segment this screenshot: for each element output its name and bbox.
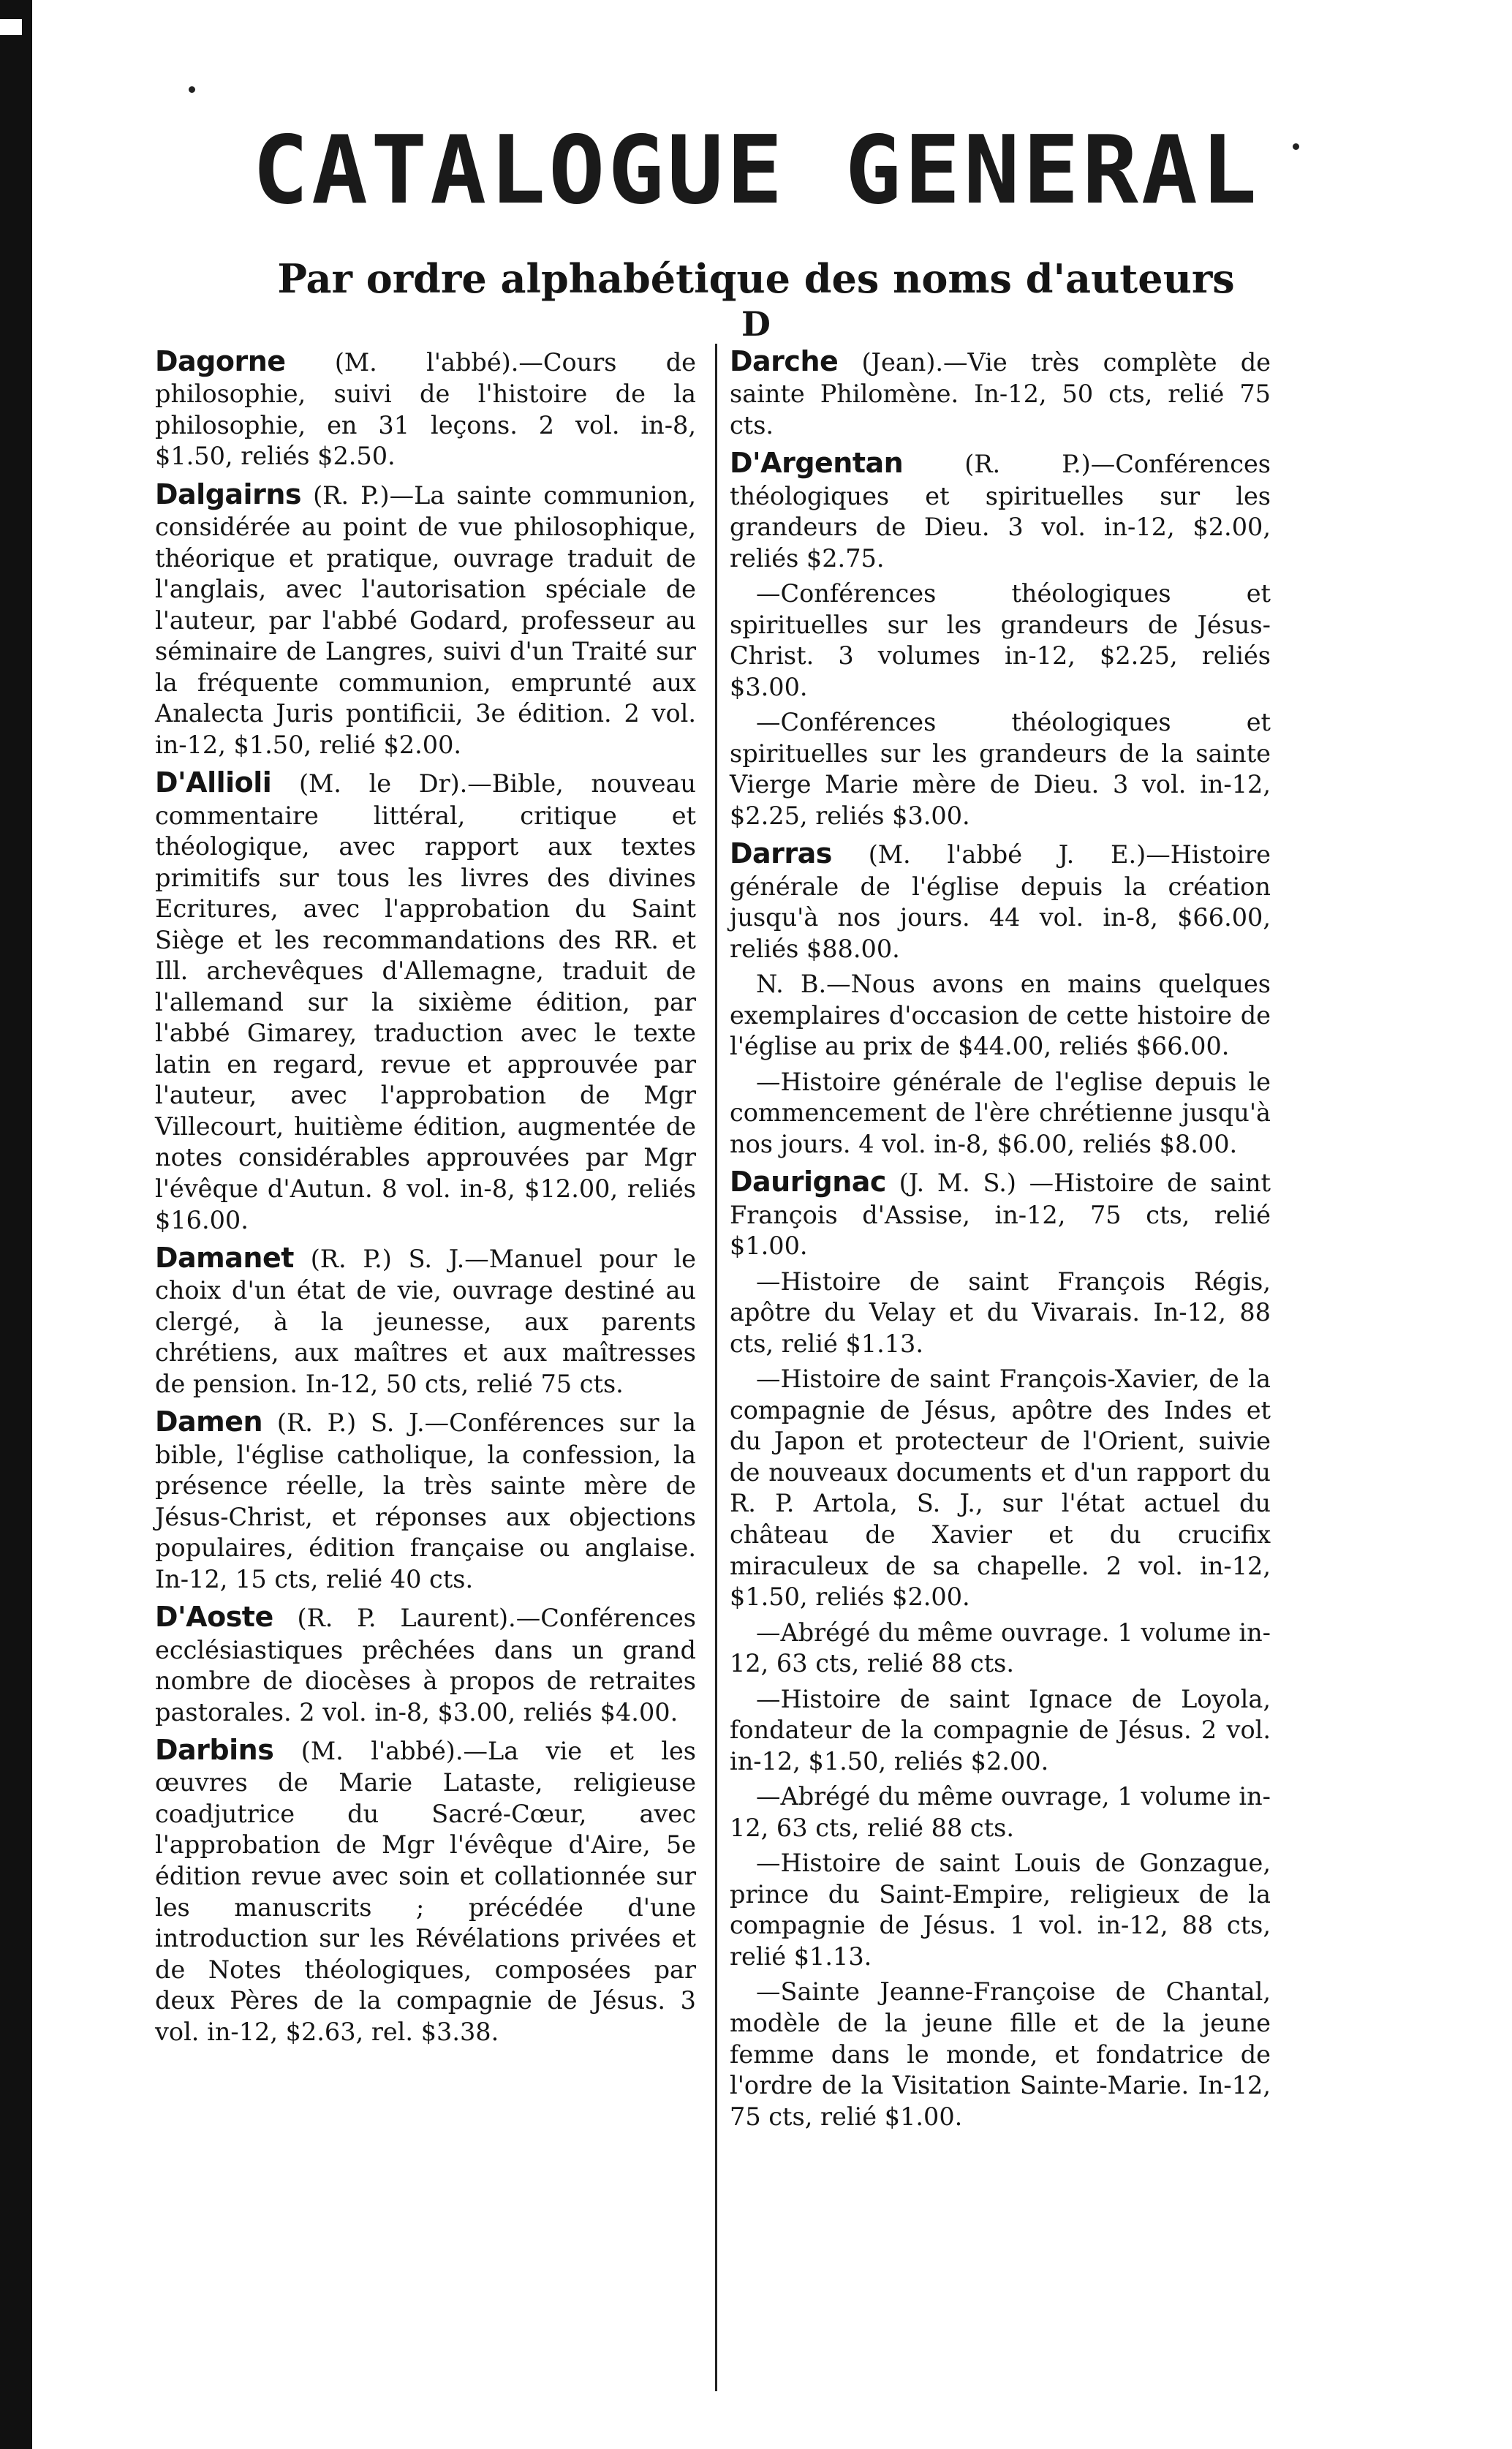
catalog-entry (155, 1240, 696, 1400)
entry-author: Dagorne (155, 345, 286, 377)
page-title: CATALOGUE GENERAL (252, 116, 1260, 225)
entry-text: (M. l'abbé J. E.)—Histoire générale de l'église depuis la création jusqu'à nos jours. 44 vol. in-8, $66.00, reliés $88.00. (730, 840, 1271, 963)
entry-text: (R. P.)—Conférences théologiques et spirituelles sur les grandeurs de Dieu. 3 vol. in-12, $2.00, reliés $2.75. (730, 450, 1271, 573)
entry-text: (Jean).—Vie très complète de sainte Philomène. In-12, 50 cts, relié 75 cts. (730, 348, 1271, 439)
catalog-subentry: —Histoire de saint François Régis, apôtre du Velay et du Vivarais. In-12, 88 cts, relié $1.13. (730, 1267, 1271, 1358)
entry-author: Darche (730, 345, 839, 377)
entry-author: Darras (730, 837, 832, 870)
entry-author: Daurignac (730, 1166, 886, 1199)
column-divider (715, 344, 717, 2391)
entry-text: (R. P. Laurent).—Conférences ecclésiastiques prêchées dans un grand nombre de diocèses à propos de retraites pastorales. 2 vol. in-8, $3.00, reliés $4.00. (155, 1604, 696, 1727)
left-column (155, 344, 696, 2052)
entry-author: D'Argentan (730, 447, 904, 480)
catalog-subentry: —Histoire de saint Ignace de Loyola, fondateur de la compagnie de Jésus. 2 vol. in-12, $1.50, reliés $2.00. (730, 1684, 1271, 1776)
catalog-subentry: —Sainte Jeanne-Françoise de Chantal, modèle de la jeune fille et de la jeune femme dans le monde, et fondatrice de l'ordre de la Visitation Sainte-Marie. In-12, 75 cts, relié $1.00. (730, 1977, 1271, 2131)
entry-text: (R. P.) S. J.—Conférences sur la bible, l'église catholique, la confession, la présence réelle, la très sainte mère de Jésus-Christ, et réponses aux objections populaires, édition française ou anglaise. In-12, 15 cts, relié 40 cts. (155, 1408, 696, 1593)
catalog-subentry: —Abrégé du même ouvrage. 1 volume in-12, 63 cts, relié 88 cts. (730, 1618, 1271, 1678)
catalog-entry (730, 445, 1271, 574)
entry-author: Darbins (155, 1734, 274, 1767)
catalog-entry (155, 765, 696, 1236)
catalog-subentry: —Histoire générale de l'eglise depuis le commencement de l'ère chrétienne jusqu'à nos jours. 4 vol. in-8, $6.00, reliés $8.00. (730, 1067, 1271, 1158)
section-letter: D (741, 304, 771, 344)
entry-text: (M. le Dr).—Bible, nouveau commentaire littéral, critique et théologique, avec rapport aux textes primitifs sur tous les livres des divines Ecritures, avec l'approbation du Saint Siège et les recommandations des RR. et Ill. archevêques d'Allemagne, traduit de l'allemand sur la sixième édition, par l'abbé Gimarey, traduction avec le texte latin en regard, revue et approuvée par l'auteur, avec l'approbation de Mgr Villecourt, huitième édition, augmentée de notes considérables approuvées par Mgr l'évêque d'Autun. 8 vol. in-8, $12.00, reliés $16.00. (155, 769, 696, 1234)
catalog-entry (730, 344, 1271, 441)
catalog-entry (155, 1404, 696, 1595)
entry-author: D'Allioli (155, 766, 272, 799)
entry-text: (R. P.)—La sainte communion, considérée au point de vue philosophique, théorique et pratique, ouvrage traduit de l'anglais, avec l'autorisation spéciale de l'auteur, par l'abbé Godard, professeur au séminaire de Langres, suivi d'un Traité sur la fréquente communion, emprunté aux Analecta Juris pontificii, 3e édition. 2 vol. in-12, $1.50, relié $2.00. (155, 480, 696, 759)
catalog-note: N. B.—Nous avons en mains quelques exemplaires d'occasion de cette histoire de l'église au prix de $44.00, reliés $66.00. (730, 970, 1271, 1061)
catalog-entry (155, 477, 696, 761)
entry-text: (R. P.) S. J.—Manuel pour le choix d'un état de vie, ouvrage destiné au clergé, à la jeunesse, aux parents chrétiens, aux maîtres et aux maîtresses de pension. In-12, 50 cts, relié 75 cts. (155, 1245, 696, 1398)
speck-mark (189, 86, 195, 93)
catalog-entry (730, 1164, 1271, 1261)
entry-author: Dalgairns (155, 478, 301, 510)
entry-author: Damanet (155, 1242, 294, 1275)
entry-text: (M. l'abbé).—Cours de philosophie, suivi de l'histoire de la philosophie, en 31 leçons. 2 vol. in-8, $1.50, reliés $2.50. (155, 348, 696, 471)
catalog-subentry: —Conférences théologiques et spirituelles sur les grandeurs de la sainte Vierge Marie mère de Dieu. 3 vol. in-12, $2.25, reliés $3.00. (730, 708, 1271, 830)
catalog-entry (155, 1732, 696, 2048)
catalog-entry (730, 836, 1271, 965)
page-subtitle: Par ordre alphabétique des noms d'auteurs (277, 255, 1235, 302)
entry-text: (J. M. S.) —Histoire de saint François d'Assise, in-12, 75 cts, relié $1.00. (730, 1169, 1271, 1261)
entry-author: D'Aoste (155, 1601, 273, 1634)
catalog-entry (155, 344, 696, 472)
catalog-subentry: —Abrégé du même ouvrage, 1 volume in-12, 63 cts, relié 88 cts. (730, 1782, 1271, 1842)
page-edge-bar (0, 0, 32, 2449)
catalog-entry (155, 1599, 696, 1728)
catalog-subentry: —Conférences théologiques et spirituelles sur les grandeurs de Jésus-Christ. 3 volumes in-12, $2.25, reliés $3.00. (730, 579, 1271, 701)
entry-text: (M. l'abbé).—La vie et les œuvres de Marie Lataste, religieuse coadjutrice du Sacré-Cœur, avec l'approbation de Mgr l'évêque d'Aire, 5e édition revue avec soin et collationnée sur les manuscrits ; précédée d'une introduction sur les Révélations privées et de Notes théologiques, composées par deux Pères de la compagnie de Jésus. 3 vol. in-12, $2.63, rel. $3.38. (155, 1737, 696, 2046)
catalog-subentry: —Histoire de saint Louis de Gonzague, prince du Saint-Empire, religieux de la compagnie de Jésus. 1 vol. in-12, 88 cts, relié $1.13. (730, 1849, 1271, 1971)
page-edge-notch (0, 19, 22, 35)
right-column (730, 344, 1271, 2137)
entry-author: Damen (155, 1405, 263, 1438)
catalog-subentry: —Histoire de saint François-Xavier, de la compagnie de Jésus, apôtre des Indes et du Japon et protecteur de l'Orient, suivie de nouveaux documents et d'un rapport du R. P. Artola, S. J., sur l'état actuel du château de Xavier et du crucifix miraculeux de sa chapelle. 2 vol. in-12, $1.50, reliés $2.00. (730, 1365, 1271, 1612)
